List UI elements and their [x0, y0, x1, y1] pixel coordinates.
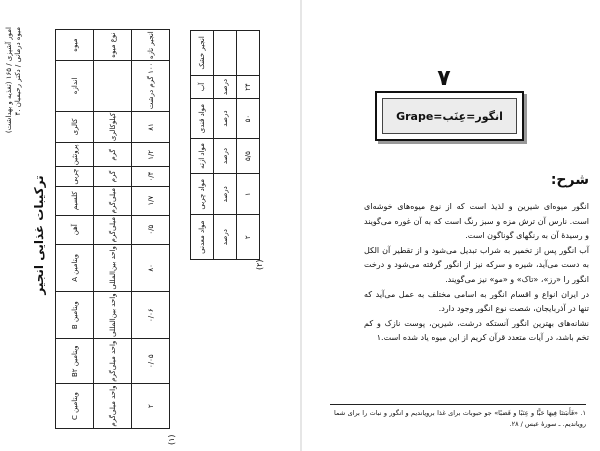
table-cell: نوع میوه: [94, 30, 132, 61]
table-cell: میلی‌گرم: [94, 215, 132, 244]
table-cell: واحد میلی‌گرم: [94, 384, 132, 429]
table-cell: ۱/۷: [132, 186, 170, 215]
table-cell: پروتئین: [56, 143, 94, 167]
table-cell: ۸۱: [132, 111, 170, 143]
table-cell: درصد: [214, 138, 237, 173]
table-cell: میلی‌گرم: [94, 186, 132, 215]
paragraph: نشانه‌های بهترین انگور آنستکه درشت، شیرین، پوست نازک و کم تخم باشد، در آیات متعدد قرآن کریم از این میوه یاد شده است.۱: [364, 318, 589, 343]
table-cell: انجیر تازه: [132, 30, 170, 61]
table-cell: گرم: [94, 167, 132, 186]
table-cell: اندازه: [56, 61, 94, 111]
dried-fig-table: [190, 30, 260, 260]
table-cell: ۰/۰۶: [132, 292, 170, 339]
table-cell: ۰/۵: [132, 215, 170, 244]
table-cell: کلسیم: [56, 186, 94, 215]
table-cell: واحد بین‌المللی: [94, 292, 132, 339]
table-cell: ۰/۰۵: [132, 339, 170, 384]
table-cell: درصد: [214, 75, 237, 98]
table-cell: ۲۴: [237, 75, 260, 98]
table-cell: مواد قندی: [191, 99, 214, 139]
table-row: [132, 30, 170, 429]
table-cell: واحد میلی‌گرم: [94, 339, 132, 384]
footnote: ۱. «فَأَنبَتنَا فِیهَا حَبًّا و عِنَبًا و قَضبًا» جو حبوبات برای غذا بروياندیم و انگور و نبات را برای شما رویاندیم. ـ سورهٔ عبس / ۲۸.: [334, 409, 586, 428]
table-cell: ۲: [132, 384, 170, 429]
title-part-persian: انگور: [475, 109, 503, 123]
table-cell: درصد: [214, 215, 237, 260]
rotated-page-content: [5, 25, 285, 445]
table-cell: درصد: [214, 174, 237, 215]
table-cell: چربی: [56, 167, 94, 186]
page-gutter: [300, 0, 302, 451]
table-cell: [94, 61, 132, 111]
table-cell: انجیر خشک: [191, 31, 214, 76]
chapter-title-box: [375, 91, 524, 141]
table-row: [191, 31, 214, 260]
title-equals-2: =: [433, 109, 443, 123]
title-part-english: Grape: [396, 109, 434, 123]
table-cell: آب: [191, 75, 214, 98]
table-cell: ۵/۵: [237, 138, 260, 173]
table-cell: آهن: [56, 215, 94, 244]
title-part-arabic: عِنَب: [442, 109, 467, 123]
chapter-number: ۷: [437, 66, 451, 91]
footnote-divider: [330, 404, 586, 405]
table-cell: ۱: [237, 174, 260, 215]
table-cell: ویتامین B: [56, 292, 94, 339]
table-cell: ویتامین A: [56, 244, 94, 291]
table-cell: ۵۰: [237, 99, 260, 139]
footnote-marker-1: (۱): [167, 434, 176, 445]
table-row: [56, 30, 94, 429]
table-cell: مواد چربی: [191, 174, 214, 215]
table-cell: مواد ازته: [191, 138, 214, 173]
section-heading: شرح:: [550, 172, 589, 188]
nutrition-table: [55, 29, 170, 429]
table-cell: درصد: [214, 99, 237, 139]
table-cell: گرم: [94, 143, 132, 167]
chapter-title: [382, 98, 517, 134]
table-cell: مواد معدنی: [191, 215, 214, 260]
right-page: [320, 0, 600, 451]
footnote-marker-2: (۲): [255, 259, 264, 270]
table-cell: ۸۰: [132, 244, 170, 291]
table-cell: ۲: [237, 215, 260, 260]
header-line-1: (تغذیه و بهداشت) امور آشپزی / ۱۶۵: [5, 27, 13, 134]
table-row: [94, 30, 132, 429]
table-cell: کالری: [56, 111, 94, 143]
body-text: [364, 200, 589, 346]
table-cell: ۱/۲: [132, 143, 170, 167]
paragraph: آب انگور پس از تخمیر به شراب تبدیل می‌شود و از تقطیر آن الکل به دست می‌آید، شیره و سرکه نیز از انگور گرفته می‌شود و درخت انگور را «رز»، «تاک» و «مو» نیز می‌گویند.: [364, 245, 589, 284]
table-cell: ویتامین B۲: [56, 339, 94, 384]
table-cell: واحد بین‌المللی: [94, 244, 132, 291]
table-row: [237, 31, 260, 260]
table-cell: کیلوکالری: [94, 111, 132, 143]
left-page-header: [5, 27, 23, 133]
table-cell: ۰/۴: [132, 167, 170, 186]
table-cell: ویتامین C: [56, 384, 94, 429]
paragraph: در ایران انواع و اقسام انگور به اسامی مختلف به عمل می‌آید که تنها در آذربایجان، شصت نوع انگور وجود دارد.: [364, 289, 589, 314]
title-equals-1: =: [466, 109, 476, 123]
table-cell: [214, 31, 237, 76]
table-cell: ۱۰۰ گرم درشت: [132, 61, 170, 111]
table-cell: میوه: [56, 30, 94, 61]
paragraph: انگور میوه‌ای شیرین و لذیذ است که از نوع میوه‌های خوشه‌ای است. نارس آن ترش مزه و سبز رنگ است که به آن غوره می‌گویند و رسیدهٔ آن به رنگهای گوناگون است.: [364, 202, 589, 241]
header-line-2: ۴. میوه درمانی / دکتر رحیمیان: [14, 27, 22, 116]
table-title: ترکیبات غذایی انجیر: [32, 175, 46, 295]
table-cell: [237, 31, 260, 76]
table-row: [214, 31, 237, 260]
